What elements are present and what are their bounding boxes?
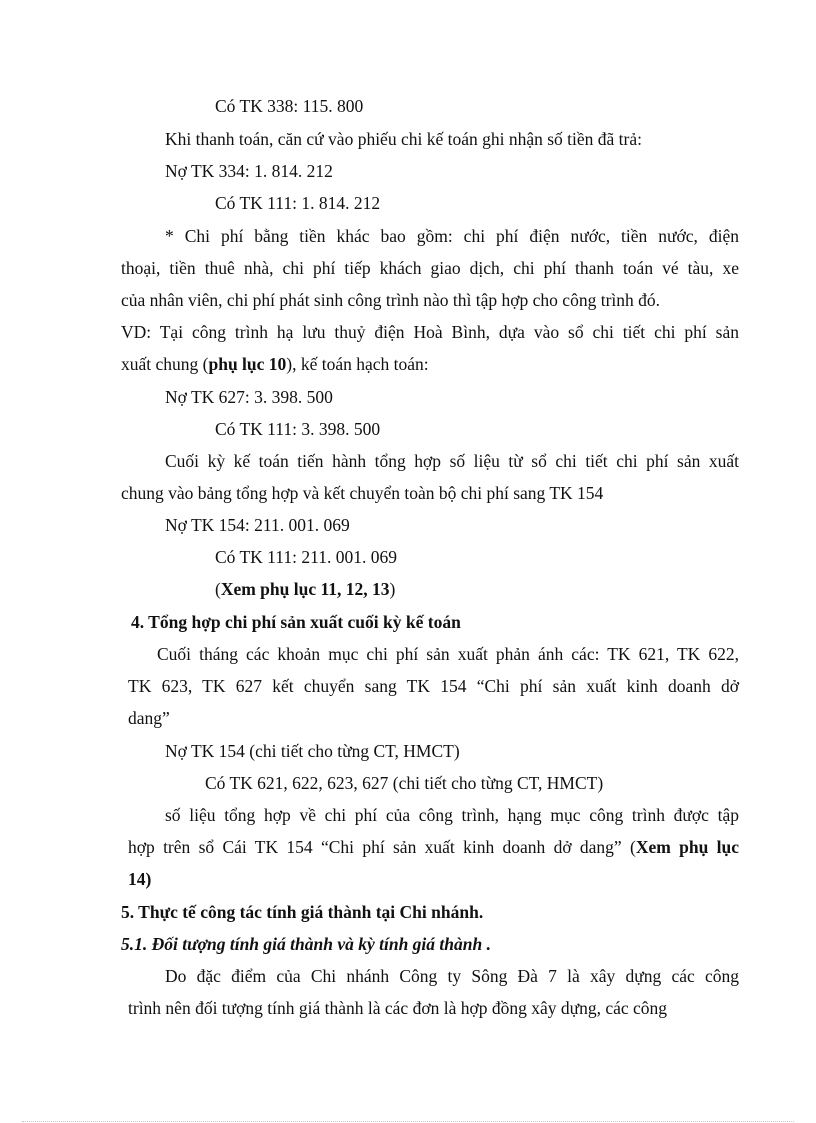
heading-section-5: 5. Thực tế công tác tính giá thành tại Chi nhánh. — [121, 902, 484, 922]
line-co-tk-111-b: Có TK 111: 3. 398. 500 — [215, 419, 381, 439]
line-xuat-chung-text-before: xuất chung ( — [121, 354, 209, 374]
line-xem-phu-luc — [215, 578, 395, 600]
line-no-tk-154-chi-tiet: Nợ TK 154 (chi tiết cho từng CT, HMCT) — [165, 741, 460, 761]
line-co-tk-111-a: Có TK 111: 1. 814. 212 — [215, 193, 381, 213]
line-hop-bold: Xem phụ lục — [635, 837, 739, 857]
line-thoai-tien-thue: thoại, tiền thuê nhà, chi phí tiếp khách giao dịch, chi phí thanh toán vé tàu, xe — [121, 258, 739, 278]
line-14: 14) — [128, 869, 152, 889]
line-trinh-nen: trình nên đối tượng tính giá thành là các đơn là hợp đồng xây dựng, các công — [128, 998, 668, 1018]
line-chung-vao-bang: chung vào bảng tổng hợp và kết chuyển toàn bộ chi phí sang TK 154 — [121, 483, 604, 503]
line-cua-nhan-vien: của nhân viên, chi phí phát sinh công trình nào thì tập hợp cho công trình đó. — [121, 290, 661, 310]
line-co-tk-338: Có TK 338: 115. 800 — [215, 96, 364, 116]
line-dang: dang” — [128, 708, 170, 728]
footer-dotted-rule — [22, 1121, 794, 1122]
line-xem-open-paren: ( — [215, 579, 221, 599]
line-no-tk-334: Nợ TK 334: 1. 814. 212 — [165, 161, 333, 181]
line-tk-623: TK 623, TK 627 kết chuyển sang TK 154 “Chi phí sản xuất kinh doanh dở — [128, 676, 739, 696]
line-do-dac-diem: Do đặc điểm của Chi nhánh Công ty Sông Đà 7 là xây dựng các công — [165, 966, 739, 986]
line-co-tk-621: Có TK 621, 622, 623, 627 (chi tiết cho từng CT, HMCT) — [205, 773, 604, 793]
line-xem-bold: Xem phụ lục 11, 12, 13 — [220, 579, 390, 599]
line-no-tk-154: Nợ TK 154: 211. 001. 069 — [165, 515, 350, 535]
line-cuoi-thang: Cuối tháng các khoản mục chi phí sản xuất phản ánh các: TK 621, TK 622, — [157, 644, 739, 664]
line-xuat-chung-text-after: ), kế toán hạch toán: — [286, 354, 429, 374]
line-vd-cong-trinh: VD: Tại công trình hạ lưu thuỷ điện Hoà Bình, dựa vào sổ chi tiết chi phí sản — [121, 322, 739, 342]
line-xuat-chung — [121, 353, 429, 375]
line-xuat-chung-bold: phụ lục 10 — [208, 354, 287, 374]
line-cuoi-ky: Cuối kỳ kế toán tiến hành tổng hợp số liệu từ sổ chi tiết chi phí sản xuất — [165, 451, 739, 471]
line-xem-close-paren: ) — [389, 579, 396, 599]
line-chi-phi-bang-tien: * Chi phí bằng tiền khác bao gồm: chi phí điện nước, tiền nước, điện — [165, 226, 739, 246]
heading-section-5-1: 5.1. Đối tượng tính giá thành và kỳ tính giá thành . — [121, 934, 491, 954]
line-no-tk-627: Nợ TK 627: 3. 398. 500 — [165, 387, 333, 407]
line-hop-tren-so-cai — [128, 836, 739, 858]
line-so-lieu-tong-hop: số liệu tổng hợp về chi phí của công trình, hạng mục công trình được tập — [165, 805, 739, 825]
line-khi-thanh-toan: Khi thanh toán, căn cứ vào phiếu chi kế toán ghi nhận số tiền đã trả: — [165, 129, 642, 149]
heading-section-4: 4. Tổng hợp chi phí sản xuất cuối kỳ kế toán — [131, 612, 461, 632]
line-co-tk-111-c: Có TK 111: 211. 001. 069 — [215, 547, 397, 567]
line-hop-text-before: hợp trên sổ Cái TK 154 “Chi phí sản xuất kinh doanh dở dang” ( — [128, 837, 636, 857]
